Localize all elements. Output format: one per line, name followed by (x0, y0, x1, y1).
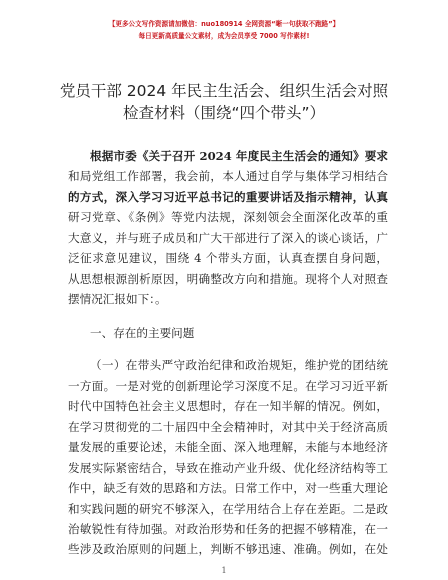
body-line: 一方面。一是对党的创新理论学习深度不足。在学习习近平新 (68, 379, 388, 393)
body-line: 时代中国特色社会主义思想时，存在一知半解的情况。例如， (68, 399, 388, 413)
body-line: 作中，缺乏有效的思路和方法。日常工作中，对一些重大理论 (68, 481, 388, 495)
intro-line: 泛征求意见建议，围绕 4 个带头方面，认真查摆自身问题， (68, 251, 388, 265)
intro-line: 根据市委《关于召开 2024 年度民主生活会的通知》要求 (90, 149, 388, 163)
body-line: 发展实际紧密结合，导致在推动产业升级、优化经济结构等工 (68, 461, 388, 475)
page-number: 1 (221, 566, 227, 575)
body-line: 在学习贯彻党的二十届四中全会精神时，对其中关于经济高质 (68, 420, 388, 434)
intro-line: 摆情况汇报如下：。 (68, 292, 167, 306)
section-heading: 一、存在的主要问题 (90, 326, 195, 340)
intro-line: 的方式，深入学习习近平总书记的重要讲话及指示精神，认真 (68, 190, 388, 204)
intro-line: 研习党章、《条例》等党内法规，深刻领会全面深化改革的重 (68, 210, 388, 224)
document-title-line-2: 检查材料（围绕“四个带头”） (122, 104, 326, 122)
intro-line: 和局党组工作部署，我会前，本人通过自学与集体学习相结合 (68, 169, 388, 183)
body-line: 量发展的重要论述，未能全面、深入地理解，未能与本地经济 (68, 440, 388, 454)
promo-banner-line-1: 【更多公文写作资源请加微信：nuo180914 全网资源“晰一句获取不跑路”】 (108, 20, 340, 28)
intro-line: 从思想根源剖析原因，明确整改方向和措施。现将个人对照查 (68, 272, 388, 286)
body-line: 和实践问题的研究不够深入，在学用结合上存在差距。二是政 (68, 502, 388, 516)
promo-banner-line-2: 每日更新高质量公文素材，成为会员享受 7000 写作素材! (138, 32, 310, 40)
document-title-line-1: 党员干部 2024 年民主生活会、组织生活会对照 (59, 82, 389, 100)
body-line: 治敏锐性有待加强。对政治形势和任务的把握不够精准，在一 (68, 522, 388, 536)
body-line: 些涉及政治原则的问题上，判断不够迅速、准确。例如，在处 (68, 542, 388, 556)
intro-line: 大意义，并与班子成员和广大干部进行了深入的谈心谈话，广 (68, 231, 388, 245)
body-line: （一）在带头严守政治纪律和政治规矩，维护党的团结统 (90, 358, 388, 372)
